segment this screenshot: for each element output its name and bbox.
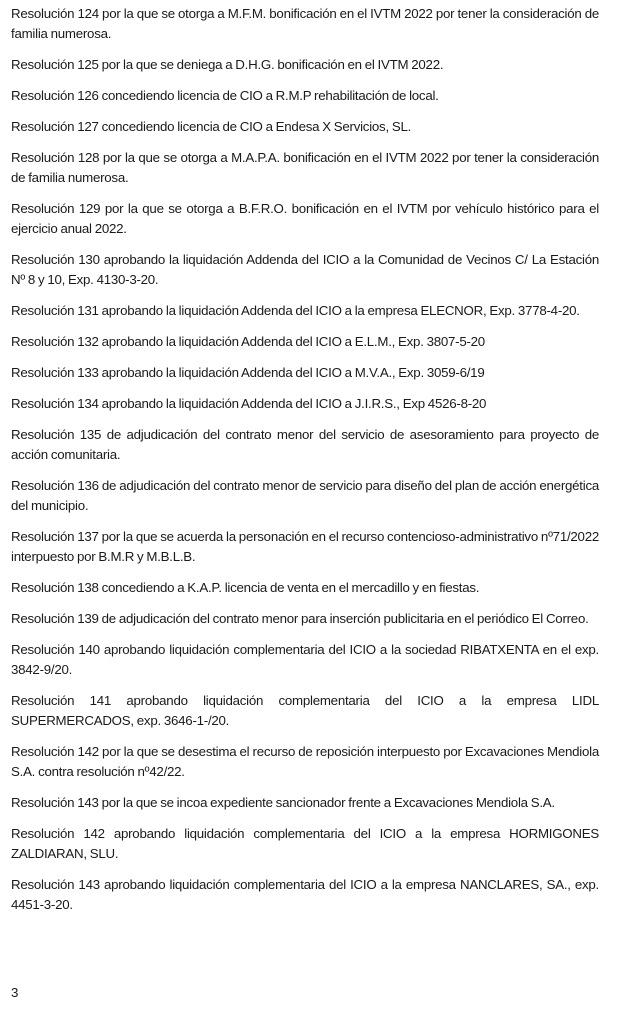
resolution-136: Resolución 136 de adjudicación del contrato menor de servicio para diseño del plan de acción energética del municipio. [11,478,599,513]
resolution-142-recurso: Resolución 142 por la que se desestima el recurso de reposición interpuesto por Excavaciones Mendiola S.A. contra resolución nº42/22. [11,744,599,779]
resolution-133: Resolución 133 aprobando la liquidación Addenda del ICIO a M.V.A., Exp. 3059-6/19 [11,365,485,380]
resolution-143-sancionador: Resolución 143 por la que se incoa expediente sancionador frente a Excavaciones Mendiola S.A. [11,795,555,810]
resolution-143-nanclares: Resolución 143 aprobando liquidación complementaria del ICIO a la empresa NANCLARES, SA., exp. 4451-3-20. [11,877,599,912]
resolution-137: Resolución 137 por la que se acuerda la personación en el recurso contencioso-administrativo nº71/2022 interpuesto por B.M.R y M.B.L.B. [11,529,599,564]
resolution-139: Resolución 139 de adjudicación del contrato menor para inserción publicitaria en el periódico El Correo. [11,611,589,626]
resolution-126: Resolución 126 concediendo licencia de CIO a R.M.P rehabilitación de local. [11,88,439,103]
resolution-125: Resolución 125 por la que se deniega a D.H.G. bonificación en el IVTM 2022. [11,57,444,72]
resolution-142-hormigones: Resolución 142 aprobando liquidación complementaria del ICIO a la empresa HORMIGONES ZALDIARAN, SLU. [11,826,599,861]
resolution-138: Resolución 138 concediendo a K.A.P. licencia de venta en el mercadillo y en fiestas. [11,580,480,595]
resolution-130: Resolución 130 aprobando la liquidación Addenda del ICIO a la Comunidad de Vecinos C/ La Estación Nº 8 y 10, Exp. 4130-3-20. [11,252,599,287]
document-page [11,4,599,926]
resolution-135: Resolución 135 de adjudicación del contrato menor del servicio de asesoramiento para proyecto de acción comunitaria. [11,427,599,462]
resolution-131: Resolución 131 aprobando la liquidación Addenda del ICIO a la empresa ELECNOR, Exp. 3778-4-20. [11,303,580,318]
page-number: 3 [11,985,19,1000]
resolution-129: Resolución 129 por la que se otorga a B.F.R.O. bonificación en el IVTM por vehículo histórico para el ejercicio anual 2022. [11,201,599,236]
resolution-132: Resolución 132 aprobando la liquidación Addenda del ICIO a E.L.M., Exp. 3807-5-20 [11,334,485,349]
resolution-128: Resolución 128 por la que se otorga a M.A.P.A. bonificación en el IVTM 2022 por tener la consideración de familia numerosa. [11,150,599,185]
resolution-127: Resolución 127 concediendo licencia de CIO a Endesa X Servicios, SL. [11,119,412,134]
resolution-140: Resolución 140 aprobando liquidación complementaria del ICIO a la sociedad RIBATXENTA en el exp. 3842-9/20. [11,642,599,677]
resolution-134: Resolución 134 aprobando la liquidación Addenda del ICIO a J.I.R.S., Exp 4526-8-20 [11,396,487,411]
resolution-124: Resolución 124 por la que se otorga a M.F.M. bonificación en el IVTM 2022 por tener la consideración de familia numerosa. [11,6,599,41]
resolution-141: Resolución 141 aprobando liquidación complementaria del ICIO a la empresa LIDL SUPERMERCADOS, exp. 3646-1-/20. [11,693,599,728]
